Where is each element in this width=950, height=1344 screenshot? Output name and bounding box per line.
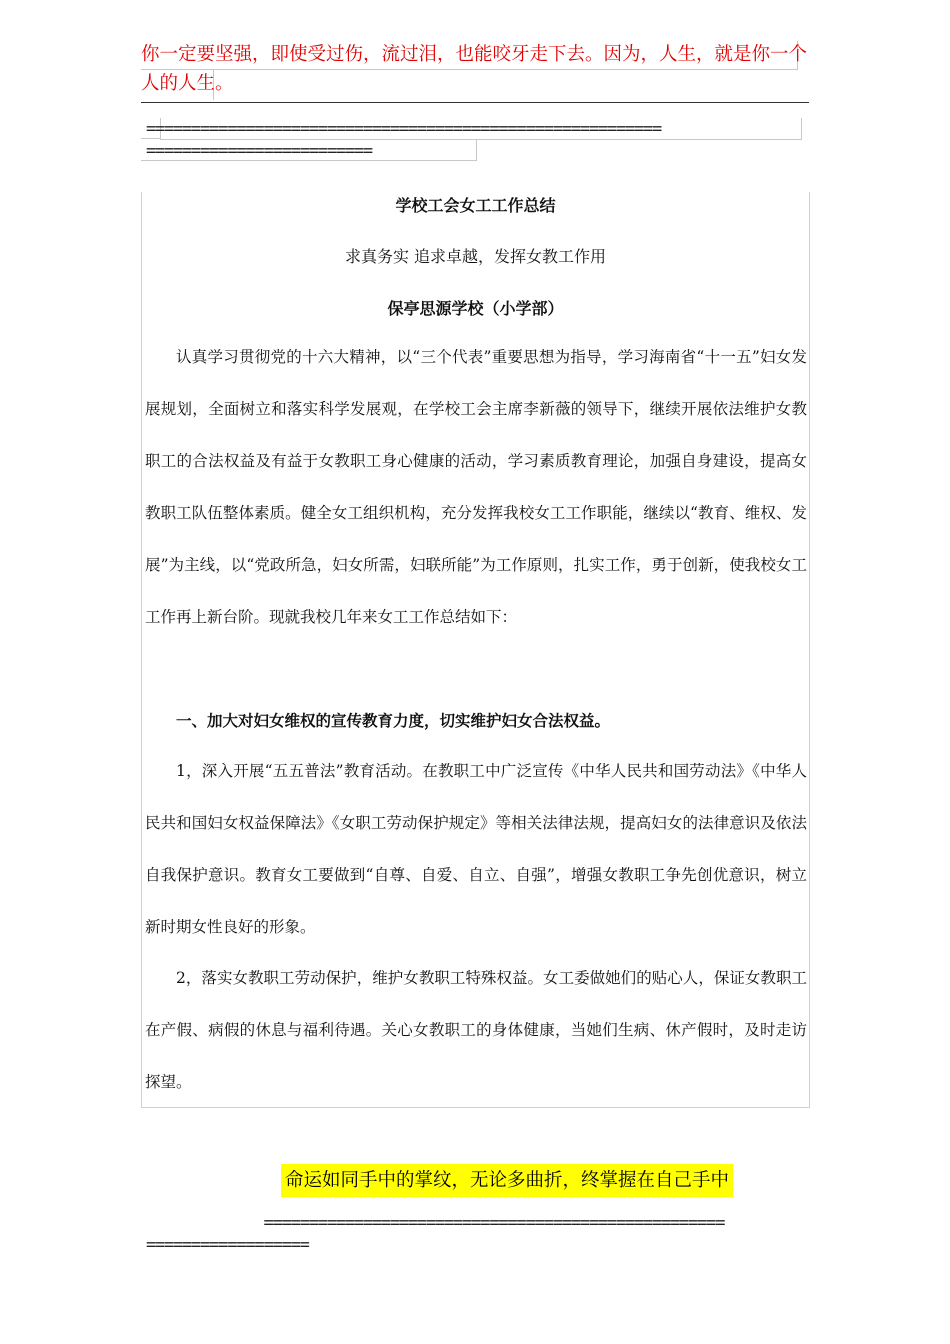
header-motivational-quote: 你一定要坚强，即使受过伤，流过泪，也能咬牙走下去。因为，人生，就是你一个人的人生。 (141, 44, 808, 94)
header-divider (141, 102, 809, 103)
intro-paragraph: 认真学习贯彻党的十六大精神，以“三个代表”重要思想为指导，学习海南省“十一五”妇女发展规划，全面树立和落实科学发展观，在学校工会主席李新薇的领导下，继续开展依法维护女教职工的合法权益及有益于女教职工身心健康的活动，学习素质教育理论，加强自身建设，提高女教职工队伍整体素质。健全女工组织机构，充分发挥我校女工工作职能，继续以“教育、维权、发展”为主线，以“党政所急，妇女所需，妇联所能”为工作原则，扎实工作，勇于创新，使我校女工工作再上新台阶。现就我校几年来女工工作总结如下： (145, 348, 807, 626)
footer-highlighted-quote: 命运如同手中的掌纹，无论多曲折，终掌握在自己手中 (281, 1164, 733, 1197)
document-title: 学校工会女工工作总结 (395, 196, 556, 215)
top-separator-line: ========================================================= ========================= (146, 119, 661, 161)
paragraph-item-1: 1，深入开展“五五普法”教育活动。在教职工中广泛宣传《中华人民共和国劳动法》《中华人民共和国妇女权益保障法》《女职工劳动保护规定》等相关法律法规，提高妇女的法律意识及依法自我保护意识。教育女工要做到“自尊、自爱、自立、自强”，增强女教职工争先创优意识，树立新时期女性良好的形象。 (145, 762, 807, 936)
document-subtitle: 求真务实 追求卓越，发挥女教工作用 (344, 247, 607, 266)
paragraph-item-2: 2，落实女教职工劳动保护，维护女教职工特殊权益。女工委做她们的贴心人，保证女教职工在产假、病假的休息与福利待遇。关心女教职工的身体健康，当她们生病、休产假时，及时走访探望。 (145, 969, 807, 1091)
bottom-separator-line: =================================================== ================== (146, 1213, 725, 1255)
section-heading: 一、加大对妇女维权的宣传教育力度，切实维护妇女合法权益。 (176, 711, 611, 730)
school-name: 保亭思源学校（小学部） (387, 299, 564, 318)
